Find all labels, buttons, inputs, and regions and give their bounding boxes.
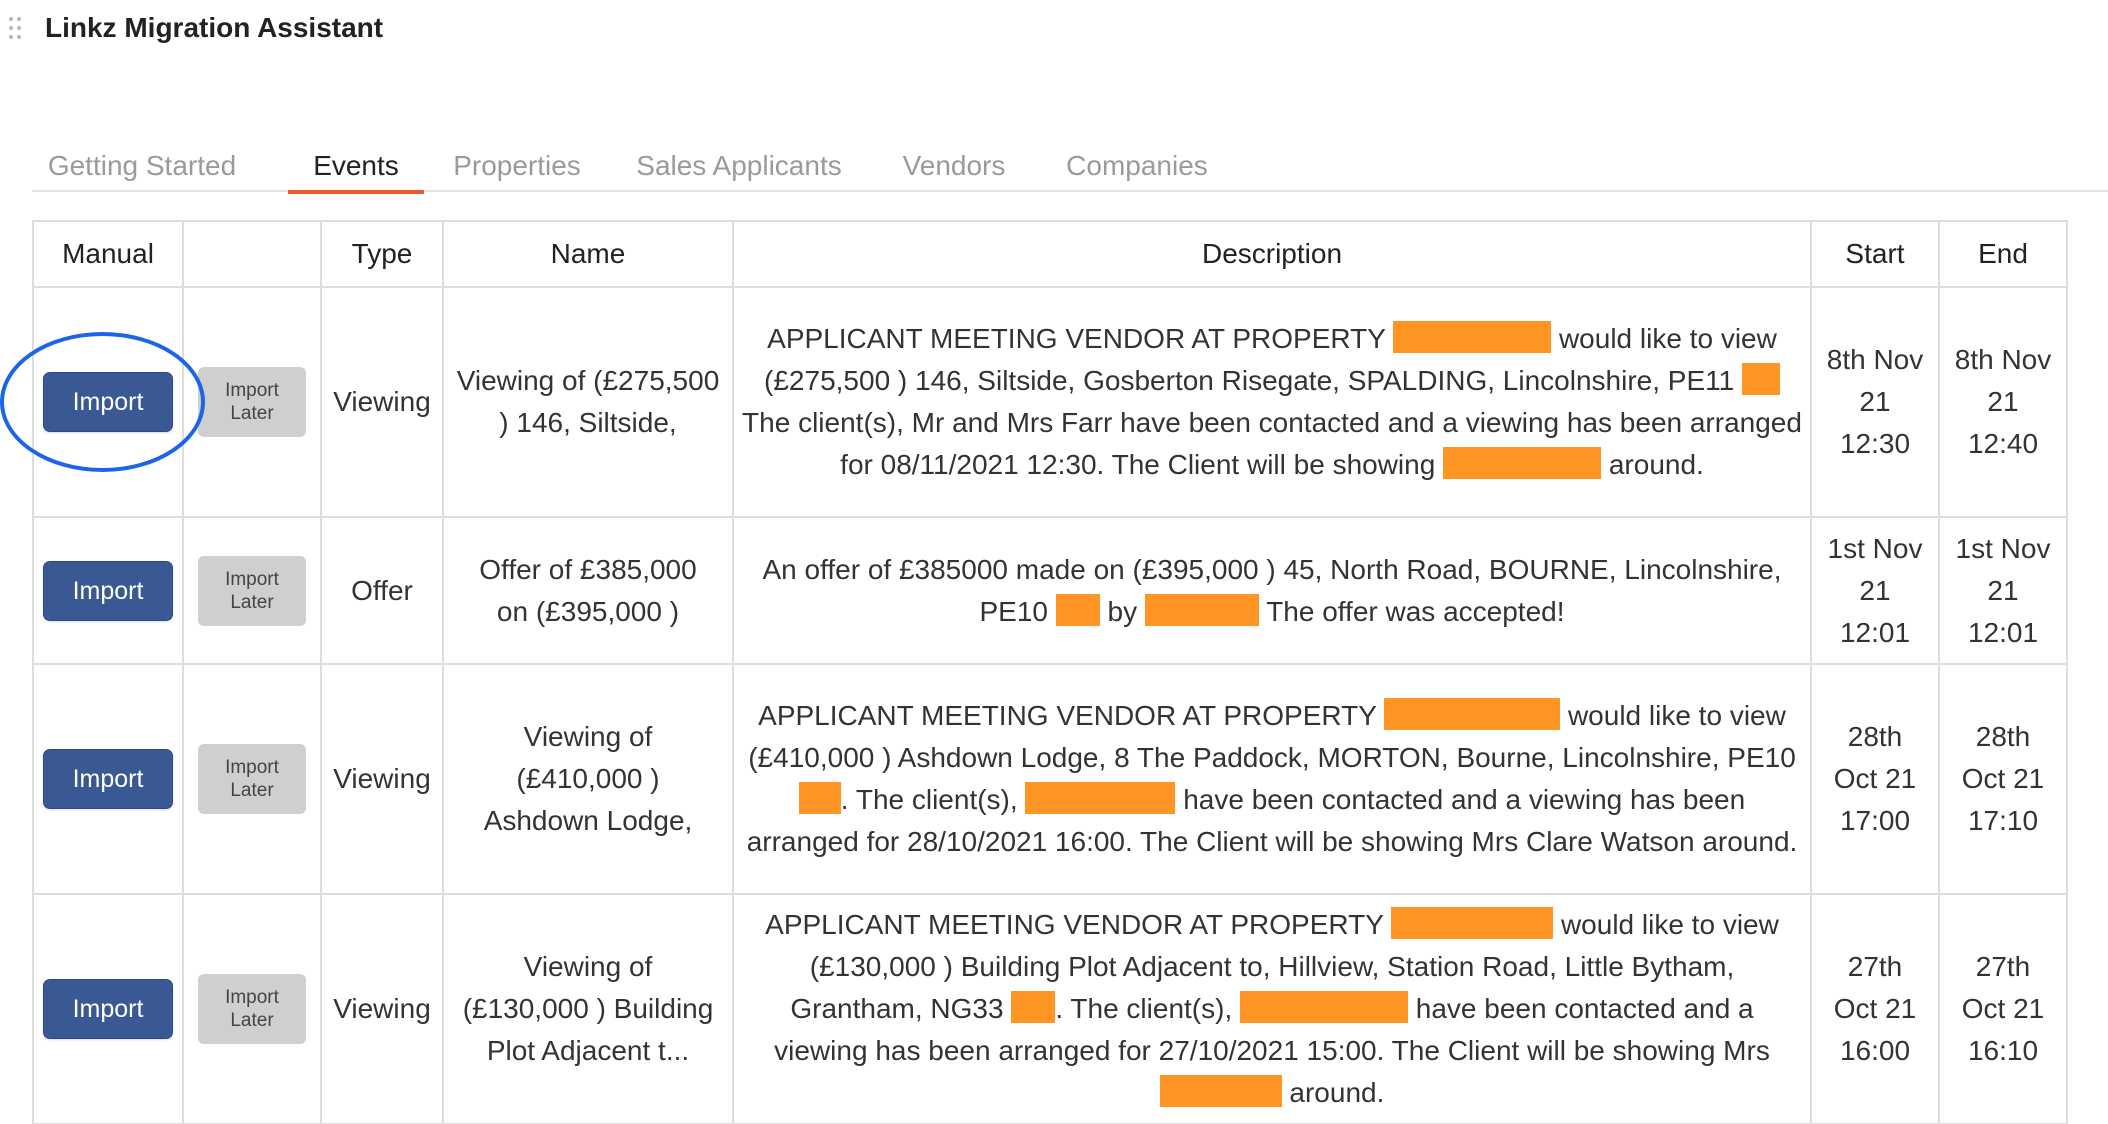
- end-cell: [1939, 517, 2067, 664]
- name-cell: [443, 664, 733, 894]
- end-month-year: Oct 21: [1961, 993, 2045, 1024]
- manual-cell: [33, 287, 183, 517]
- end-cell: [1939, 664, 2067, 894]
- description-text: would like to view (£410,000 ) Ashdown Lodge, 8 The Paddock, MORTON, Bourne, Lincolnshire, PE10: [748, 700, 1796, 773]
- import-later-label-line2: Later: [230, 780, 274, 801]
- description-text: The offer was accepted!: [1266, 595, 1565, 627]
- redaction-block: [799, 782, 841, 814]
- description-cell: [733, 894, 1811, 1124]
- start-date: 8th Nov: [1826, 344, 1924, 375]
- redaction-block: [1393, 321, 1551, 353]
- manual-cell: [33, 664, 183, 894]
- description-text: have been contacted and a viewing has been arranged for 27/10/2021 15:00. The Client will be showing Mrs: [774, 993, 1770, 1066]
- table-row: [33, 287, 2067, 517]
- import-later-label-line1: Import: [225, 987, 279, 1008]
- name-line: Ashdown Lodge,: [483, 805, 693, 836]
- later-cell: [183, 517, 321, 664]
- description-cell: [733, 517, 1811, 664]
- import-later-button[interactable]: [198, 556, 306, 626]
- events-table: [32, 220, 2068, 1124]
- drag-handle-icon[interactable]: [9, 17, 25, 41]
- type-cell: Viewing: [321, 287, 443, 517]
- tab-vendors[interactable]: Vendors: [902, 150, 1006, 181]
- import-button[interactable]: Import: [43, 561, 173, 621]
- import-button[interactable]: Import: [43, 749, 173, 809]
- description-text: APPLICANT MEETING VENDOR AT PROPERTY: [767, 323, 1386, 354]
- start-cell: [1811, 664, 1939, 894]
- description-text: around.: [1289, 1077, 1385, 1108]
- tab-sales-applicants[interactable]: Sales Applicants: [636, 150, 842, 181]
- start-cell: [1811, 517, 1939, 664]
- import-later-label-line2: Later: [230, 403, 274, 424]
- name-line: Viewing of: [523, 721, 653, 752]
- end-cell: [1939, 287, 2067, 517]
- description-text: . The client(s),: [1055, 993, 1233, 1024]
- start-cell: [1811, 894, 1939, 1124]
- end-date: 1st Nov: [1955, 532, 2051, 564]
- name-cell: [443, 517, 733, 664]
- start-time: 16:00: [1839, 1035, 1911, 1066]
- import-later-button[interactable]: [198, 744, 306, 814]
- tab-properties[interactable]: Properties: [453, 150, 581, 181]
- redaction-block: [1011, 991, 1055, 1023]
- import-button[interactable]: Import: [43, 372, 173, 432]
- column-header-name: Name: [443, 221, 733, 287]
- column-header-type: Type: [321, 221, 443, 287]
- manual-cell: [33, 517, 183, 664]
- import-later-label-line2: Later: [230, 1010, 274, 1031]
- end-date: 8th Nov: [1954, 344, 2052, 375]
- redaction-block: [1240, 991, 1408, 1023]
- description-cell: [733, 287, 1811, 517]
- app-title: Linkz Migration Assistant: [45, 12, 384, 43]
- start-year: 21: [1859, 386, 1891, 417]
- end-time: 17:10: [1967, 805, 2039, 836]
- tab-bar: [32, 146, 2108, 192]
- import-later-label-line1: Import: [225, 380, 279, 401]
- redaction-block: [1742, 363, 1780, 395]
- end-month-year: Oct 21: [1961, 763, 2045, 794]
- description-text: around.: [1608, 449, 1704, 480]
- start-time: 12:30: [1839, 428, 1911, 459]
- import-later-button[interactable]: [198, 367, 306, 437]
- end-year: 21: [1987, 386, 2019, 417]
- name-line: Offer of £385,000: [479, 553, 697, 585]
- description-text: have been contacted and a viewing has been arranged for 28/10/2021 16:00. The Client will be showing Mrs Clare Watson around.: [746, 784, 1798, 857]
- start-date: 1st Nov: [1827, 532, 1923, 564]
- description-text: An offer of £385000 made on (£395,000 ) 45, North Road, BOURNE, Lincolnshire, PE10: [762, 553, 1782, 627]
- later-cell: [183, 894, 321, 1124]
- redaction-block: [1025, 782, 1175, 814]
- type-cell: Offer: [321, 517, 443, 664]
- start-month-year: Oct 21: [1833, 993, 1917, 1024]
- name-line: (£130,000 ) Building: [462, 993, 714, 1024]
- name-cell: Viewing of (£275,500 ) 146, Siltside,: [443, 287, 733, 517]
- type-cell: Viewing: [321, 664, 443, 894]
- end-cell: [1939, 894, 2067, 1124]
- manual-cell: [33, 894, 183, 1124]
- name-cell: [443, 894, 733, 1124]
- start-date: 27th: [1847, 951, 1903, 982]
- redaction-block: [1160, 1075, 1282, 1107]
- name-line: (£410,000 ): [516, 763, 660, 794]
- column-header-description: Description: [733, 221, 1811, 287]
- column-header-start: Start: [1811, 221, 1939, 287]
- description-cell: [733, 664, 1811, 894]
- name-line: Plot Adjacent t...: [486, 1035, 690, 1066]
- start-time: 17:00: [1839, 805, 1911, 836]
- import-later-label-line1: Import: [225, 757, 279, 778]
- start-year: 21: [1859, 574, 1891, 606]
- end-year: 21: [1987, 574, 2019, 606]
- end-time: 12:40: [1967, 428, 2039, 459]
- start-time: 12:01: [1839, 616, 1911, 648]
- tab-getting-started[interactable]: Getting Started: [47, 150, 237, 181]
- description-text: The client(s), Mr and Mrs Farr have been contacted and a viewing has been arranged for 08/11/2021 12:30. The Client will be showing: [742, 407, 1802, 480]
- description-text: would like to view (£275,500 ) 146, Siltside, Gosberton Risegate, SPALDING, Lincolnshire, PE11: [764, 323, 1777, 396]
- name-line: on (£395,000 ): [496, 595, 680, 627]
- import-later-label-line2: Later: [230, 591, 274, 613]
- table-header-row: [33, 221, 2067, 287]
- later-cell: [183, 664, 321, 894]
- end-date: 28th: [1975, 721, 2031, 752]
- import-later-button[interactable]: [198, 974, 306, 1044]
- table-row: [33, 517, 2067, 664]
- description-text: APPLICANT MEETING VENDOR AT PROPERTY: [758, 700, 1377, 731]
- type-cell: Viewing: [321, 894, 443, 1124]
- end-time: 12:01: [1967, 616, 2039, 648]
- redaction-block: [1145, 594, 1259, 626]
- tab-companies[interactable]: Companies: [1066, 150, 1208, 181]
- column-header-end: End: [1939, 221, 2067, 287]
- column-header-later: [183, 221, 321, 287]
- end-date: 27th: [1975, 951, 2031, 982]
- table-row: [33, 664, 2067, 894]
- end-time: 16:10: [1967, 1035, 2039, 1066]
- description-text: APPLICANT MEETING VENDOR AT PROPERTY: [765, 909, 1384, 940]
- start-cell: [1811, 287, 1939, 517]
- redaction-block: [1384, 698, 1560, 730]
- redaction-block: [1391, 907, 1553, 939]
- import-later-label-line1: Import: [225, 568, 279, 590]
- start-date: 28th: [1847, 721, 1903, 752]
- redaction-block: [1056, 594, 1100, 626]
- redaction-block: [1443, 447, 1601, 479]
- description-text: would like to view (£130,000 ) Building Plot Adjacent to, Hillview, Station Road, Little Bytham, Grantham, NG33: [790, 909, 1779, 1024]
- tab-events[interactable]: Events: [288, 146, 424, 190]
- table-row: [33, 894, 2067, 1124]
- app-header: [0, 0, 2108, 64]
- start-month-year: Oct 21: [1833, 763, 1917, 794]
- import-button[interactable]: Import: [43, 979, 173, 1039]
- column-header-manual: Manual: [33, 221, 183, 287]
- description-text: by: [1107, 595, 1138, 627]
- later-cell: [183, 287, 321, 517]
- name-line: Viewing of: [523, 951, 653, 982]
- description-text: . The client(s),: [840, 784, 1018, 815]
